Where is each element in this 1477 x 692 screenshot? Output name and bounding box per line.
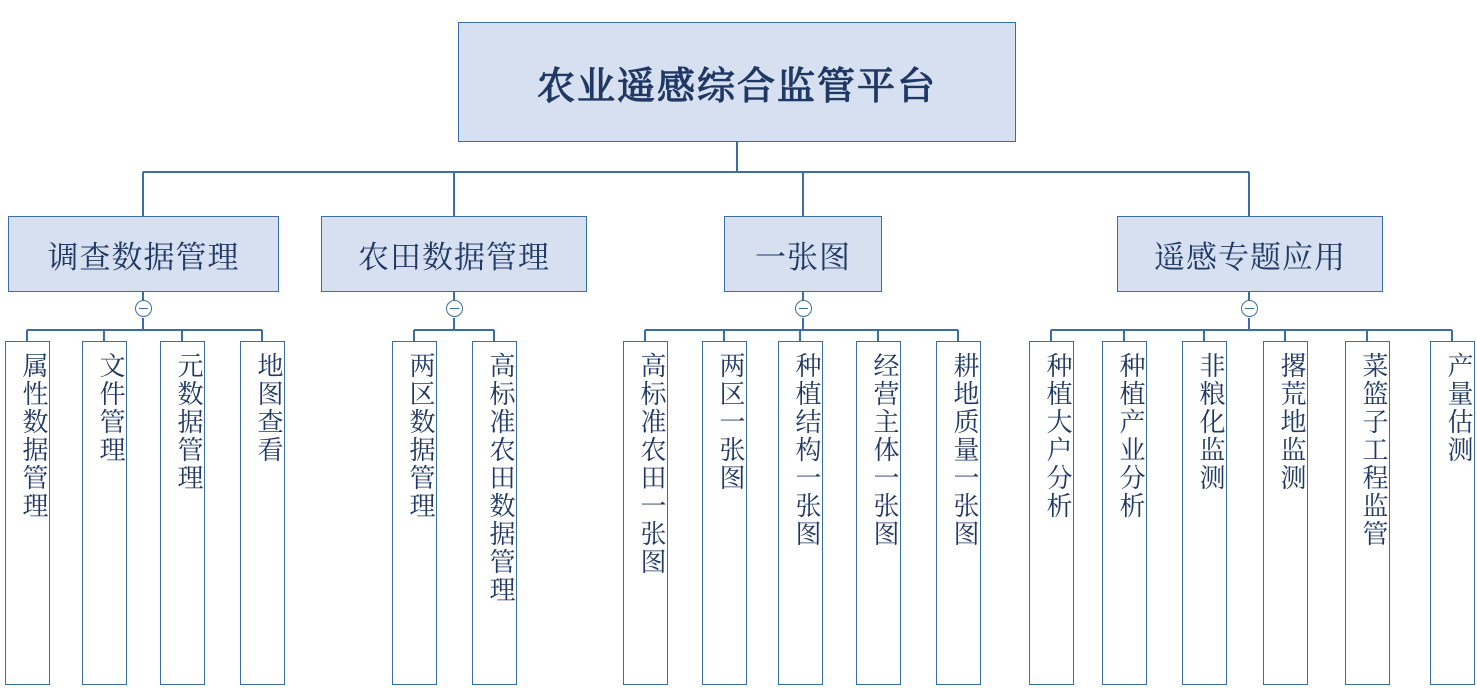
leaf-node[interactable]: [5, 341, 50, 685]
branch-node-remote-sensing[interactable]: [1117, 216, 1383, 292]
branch-node-label: 农田数据管理: [358, 239, 550, 275]
leaf-node-label: 文件管理: [96, 352, 125, 464]
leaf-node-label: 高标准农田一张图: [637, 352, 666, 576]
branch-node-label: 遥感专题应用: [1154, 239, 1346, 275]
leaf-node[interactable]: [160, 341, 205, 685]
leaf-node[interactable]: [778, 341, 823, 685]
minus-circle-icon[interactable]: [446, 300, 463, 317]
leaf-node-label: 种植大户分析: [1043, 352, 1072, 520]
leaf-node-label: 种植产业分析: [1116, 352, 1145, 520]
leaf-node-label: 耕地质量一张图: [950, 352, 979, 548]
leaf-node-label: 产量估测: [1444, 352, 1473, 464]
leaf-node[interactable]: [1430, 341, 1475, 685]
leaf-node[interactable]: [856, 341, 901, 685]
leaf-node[interactable]: [392, 341, 437, 685]
leaf-node-label: 高标准农田数据管理: [486, 352, 515, 604]
leaf-node[interactable]: [1182, 341, 1227, 685]
leaf-node-label: 种植结构一张图: [792, 352, 821, 548]
minus-circle-icon[interactable]: [1241, 300, 1258, 317]
leaf-node[interactable]: [1345, 341, 1390, 685]
root-node[interactable]: [458, 22, 1016, 142]
leaf-node[interactable]: [702, 341, 747, 685]
leaf-node-label: 非粮化监测: [1196, 352, 1225, 492]
leaf-node[interactable]: [240, 341, 285, 685]
branch-node-one-map[interactable]: [724, 216, 882, 292]
branch-node-label: 一张图: [755, 239, 851, 275]
leaf-node-label: 经营主体一张图: [870, 352, 899, 548]
leaf-node[interactable]: [1029, 341, 1074, 685]
leaf-node[interactable]: [1263, 341, 1308, 685]
minus-circle-icon[interactable]: [135, 300, 152, 317]
minus-circle-icon[interactable]: [795, 300, 812, 317]
leaf-node[interactable]: [1102, 341, 1147, 685]
leaf-node-label: 元数据管理: [174, 352, 203, 492]
leaf-node[interactable]: [936, 341, 981, 685]
leaf-node-label: 地图查看: [254, 352, 283, 464]
leaf-node-label: 两区一张图: [716, 352, 745, 492]
branch-node-label: 调查数据管理: [47, 239, 240, 275]
branch-node-survey-data[interactable]: [8, 216, 279, 292]
leaf-node[interactable]: [82, 341, 127, 685]
leaf-node[interactable]: [472, 341, 517, 685]
leaf-node-label: 属性数据管理: [19, 352, 48, 520]
leaf-node-label: 撂荒地监测: [1277, 352, 1306, 492]
leaf-node-label: 两区数据管理: [406, 352, 435, 520]
root-node-label: 农业遥感综合监管平台: [536, 65, 937, 108]
leaf-node[interactable]: [623, 341, 668, 685]
branch-node-farmland-data[interactable]: [321, 216, 587, 292]
leaf-node-label: 菜篮子工程监管: [1359, 352, 1388, 548]
